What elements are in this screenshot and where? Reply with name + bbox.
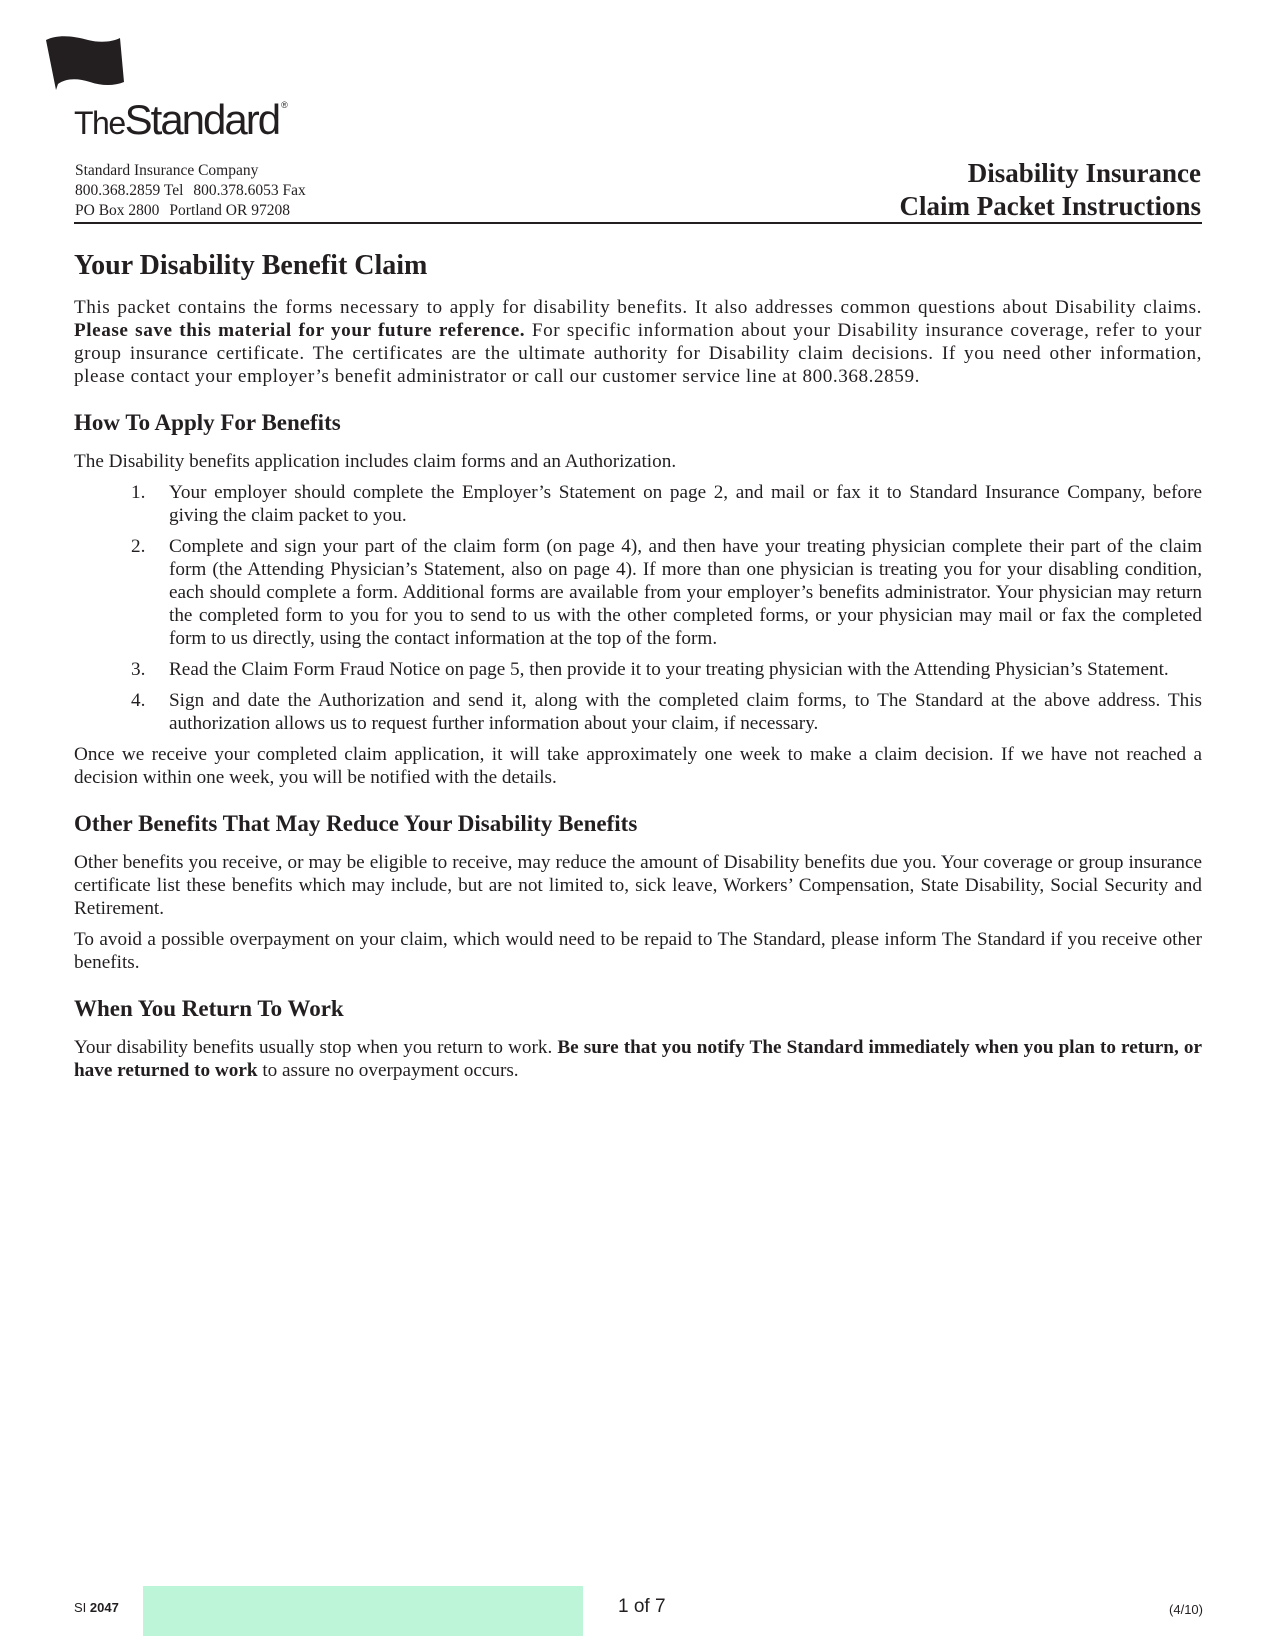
section-heading-other-benefits: Other Benefits That May Reduce Your Disability Benefits xyxy=(74,811,638,836)
company-city: Portland OR 97208 xyxy=(169,202,290,219)
revision-date: (4/10) xyxy=(1169,1602,1203,1617)
company-po-box: PO Box 2800 xyxy=(75,202,160,219)
company-address-line xyxy=(75,201,306,221)
step-number: 4. xyxy=(131,690,146,711)
section-claim-paragraph xyxy=(74,296,1202,388)
step-text: Read the Claim Form Fraud Notice on page 5, then provide it to your treating physician with the Attending Physician’s Statement. xyxy=(169,659,1169,680)
logo-the: The xyxy=(74,105,125,141)
company-info xyxy=(75,161,306,221)
logo-standard: Standard xyxy=(124,96,280,143)
document-body xyxy=(74,250,1202,1090)
apply-intro: The Disability benefits application includes claim forms and an Authorization. xyxy=(74,451,677,472)
section-heading-apply: How To Apply For Benefits xyxy=(74,410,341,435)
company-tel: 800.368.2859 Tel xyxy=(75,182,184,199)
step-number: 1. xyxy=(131,482,146,503)
list-item xyxy=(74,481,1202,527)
document-title-line1: Disability Insurance xyxy=(967,158,1201,188)
list-item xyxy=(74,689,1202,735)
other-benefits-paragraph-1: Other benefits you receive, or may be eligible to receive, may reduce the amount of Disability benefits due you. Your coverage or group insurance certificate list these benefits which may include, but are not limited to, sick leave, Workers’ Compensation, State Disability, Social Security and Retirement. xyxy=(74,852,1202,919)
form-number-value: 2047 xyxy=(89,1600,119,1615)
logo-registered-mark: ® xyxy=(281,100,288,110)
return-text-bold: Be sure that you notify The Standard immediately when you plan to return, or have returned to work xyxy=(74,1037,1202,1081)
list-item xyxy=(74,535,1202,650)
step-number: 3. xyxy=(131,659,146,680)
claim-text-b: For specific information about your Disability insurance coverage, refer to your group insurance certificate. The certificates are the ultimate authority for Disability claim decisions. If you need other information, please contact your employer’s benefit administrator or call our customer service line at 800.368.2859. xyxy=(74,320,1202,387)
other-benefits-paragraph-2: To avoid a possible overpayment on your claim, which would need to be repaid to The Standard, please inform The Standard if you receive other benefits. xyxy=(74,929,1202,973)
return-text-a: Your disability benefits usually stop when you return to work. xyxy=(74,1037,558,1058)
document-title xyxy=(900,157,1201,223)
flag-icon xyxy=(44,34,126,90)
step-text: Sign and date the Authorization and send it, along with the completed claim forms, to The Standard at the above address. This authorization allows us to request further information about your claim, if necessary. xyxy=(169,690,1202,734)
step-text: Your employer should complete the Employer’s Statement on page 2, and mail or fax it to Standard Insurance Company, before giving the claim packet to you. xyxy=(169,482,1202,526)
form-prefix: SI xyxy=(74,1600,87,1615)
apply-outro: Once we receive your completed claim application, it will take approximately one week to make a claim decision. If we have not reached a decision within one week, you will be notified with the details. xyxy=(74,744,1202,788)
header-divider xyxy=(74,222,1202,224)
company-name: Standard Insurance Company xyxy=(75,162,259,179)
apply-steps-list xyxy=(74,481,1202,735)
section-heading-claim: Your Disability Benefit Claim xyxy=(74,250,428,281)
page-indicator: 1 of 7 xyxy=(618,1596,666,1617)
company-logo xyxy=(74,96,288,144)
step-text: Complete and sign your part of the claim form (on page 4), and then have your treating physician complete their part of the claim form (the Attending Physician’s Statement, also on page 4). If more than one physician is treating you for your disabling condition, each should complete a form. Additional forms are available from your employer’s benefits administrator. Your physician may return the completed form to you for you to send to us with the other completed forms, or your physician may mail or fax the completed form to us directly, using the contact information at the top of the form. xyxy=(169,536,1202,649)
claim-text-bold: Please save this material for your future reference. xyxy=(74,320,526,341)
return-to-work-paragraph xyxy=(74,1036,1202,1082)
list-item xyxy=(74,658,1202,681)
step-number: 2. xyxy=(131,536,146,557)
footer-highlight-band xyxy=(143,1586,583,1636)
return-text-b: to assure no overpayment occurs. xyxy=(257,1060,519,1081)
document-title-line2: Claim Packet Instructions xyxy=(899,191,1201,221)
section-heading-return-to-work: When You Return To Work xyxy=(74,996,344,1021)
claim-text-a: This packet contains the forms necessary to apply for disability benefits. It also addresses common questions about Disability claims. xyxy=(74,297,1202,318)
company-fax: 800.378.6053 Fax xyxy=(193,182,306,199)
company-phone-line xyxy=(75,181,306,201)
form-number xyxy=(74,1600,119,1615)
